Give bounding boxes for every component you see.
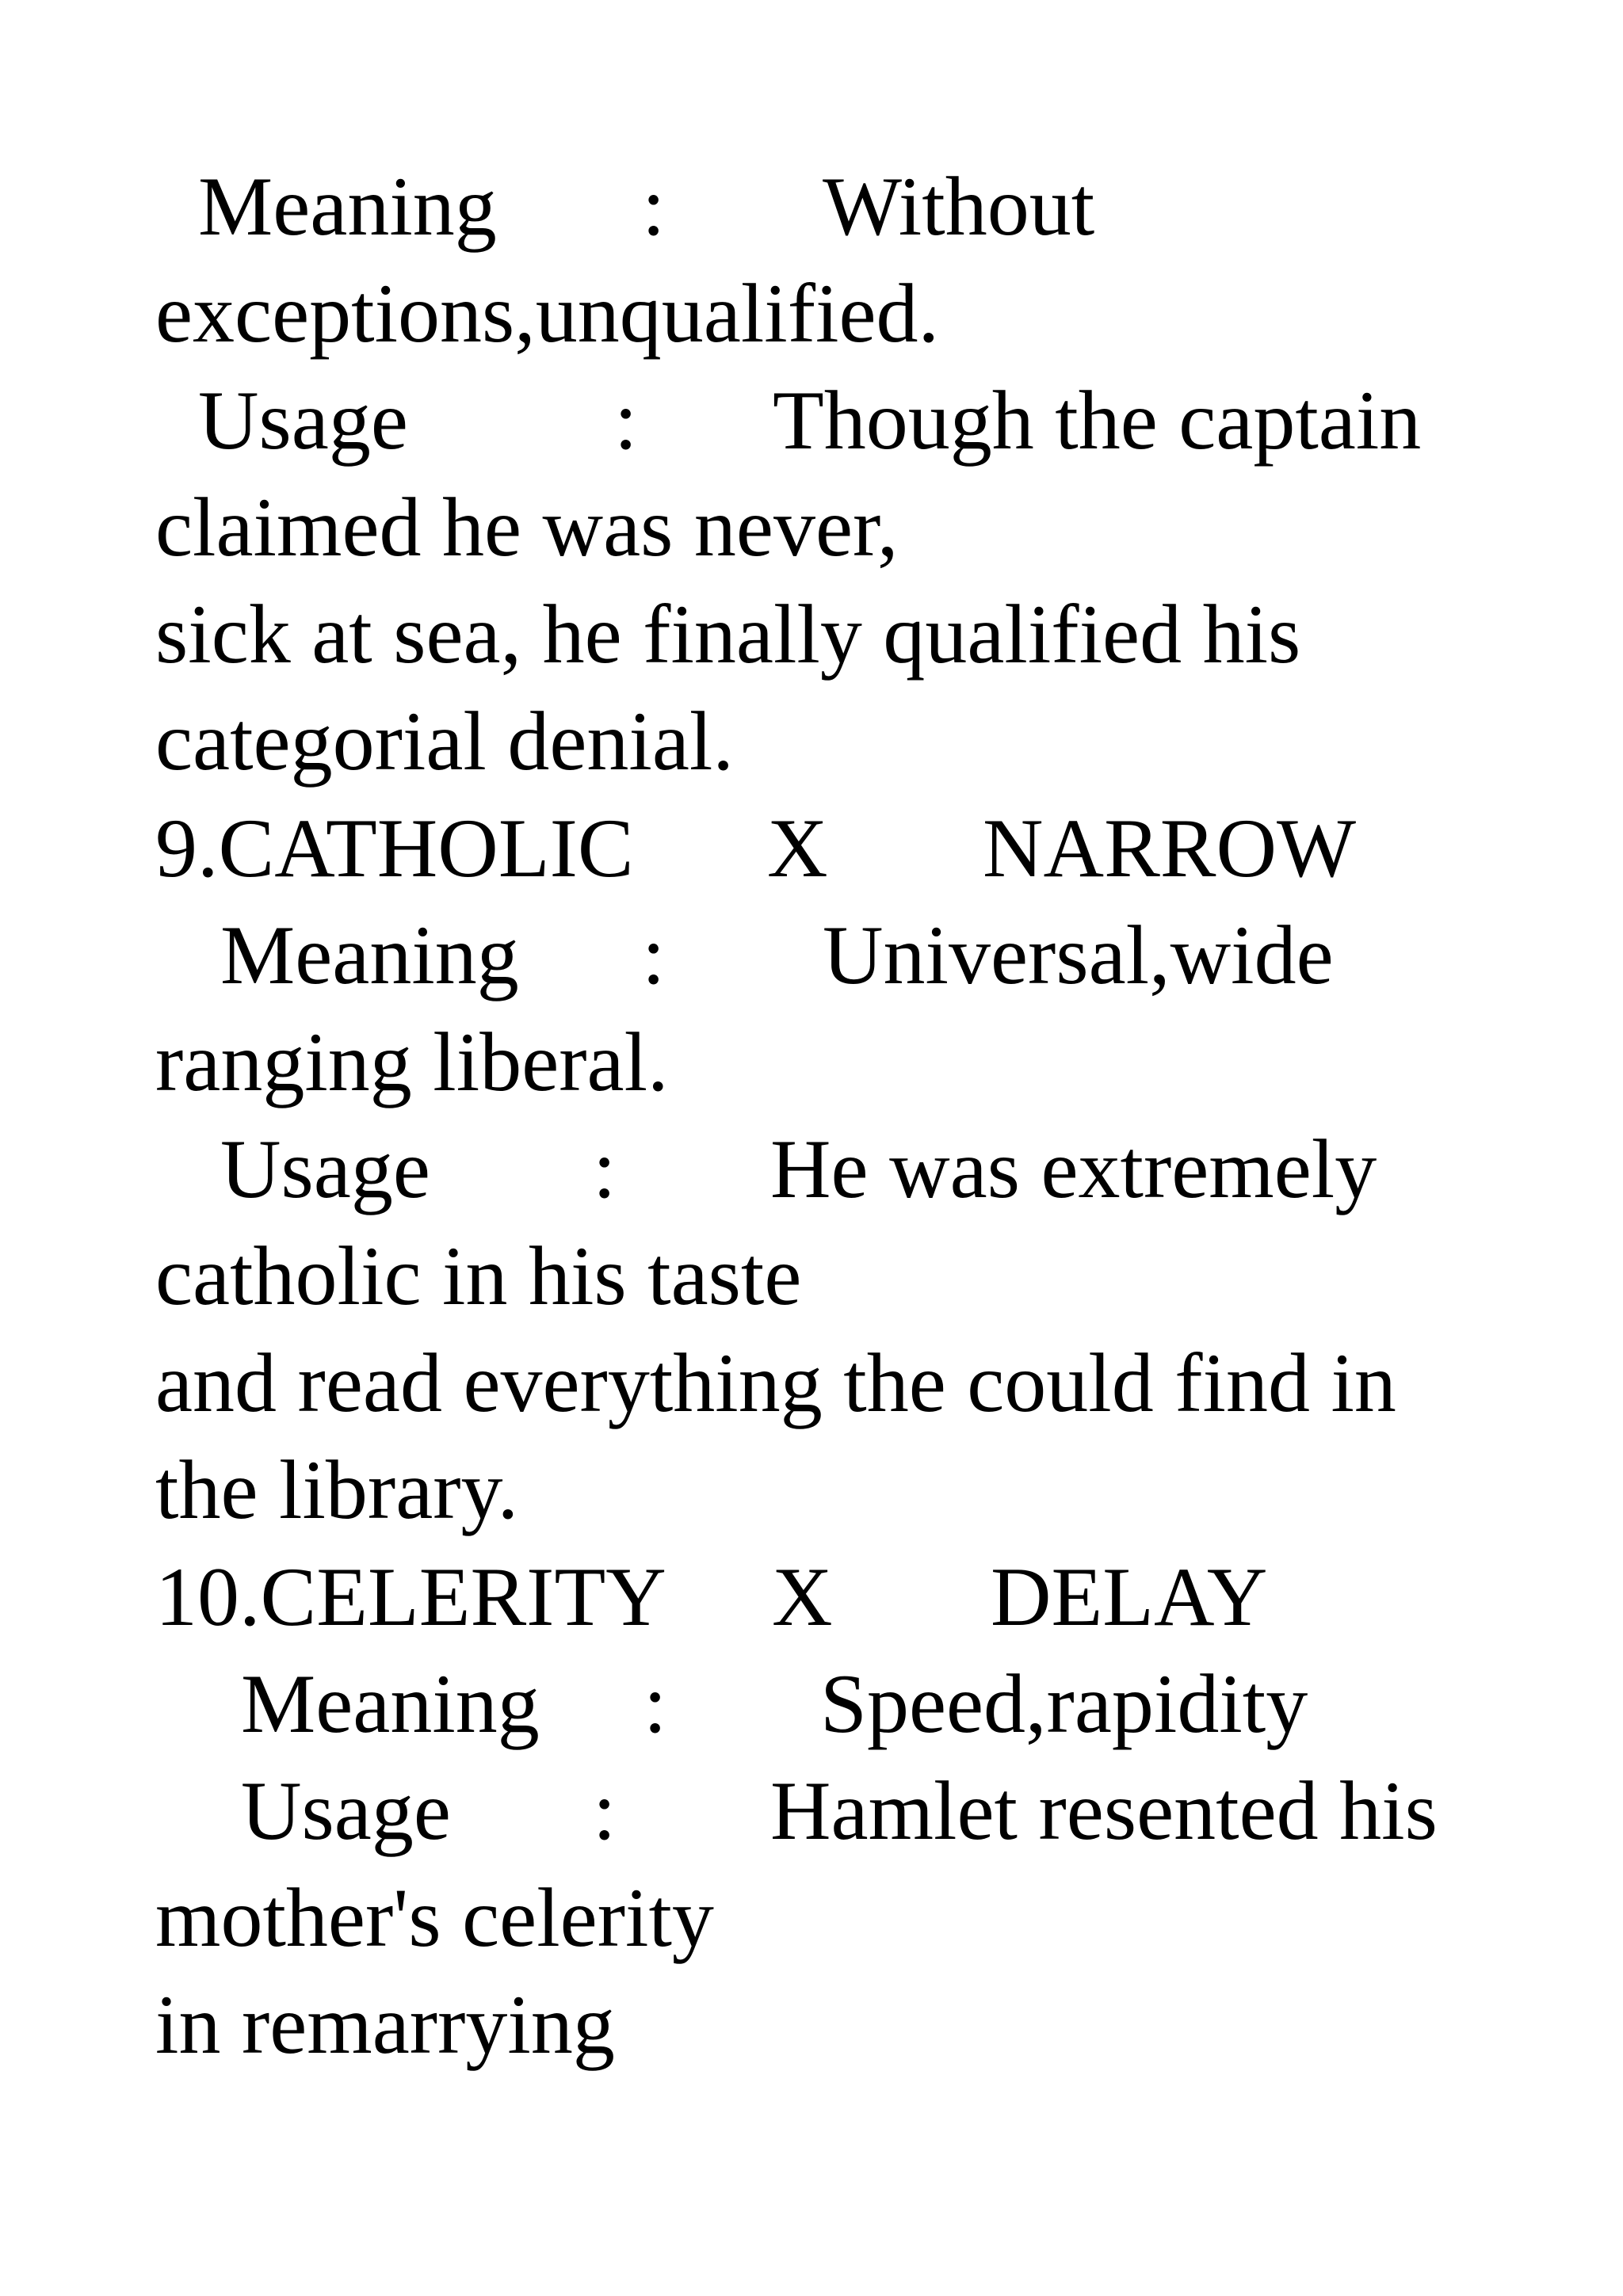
usage-text: sick at sea, he finally qualified his xyxy=(155,588,1301,681)
colon: : xyxy=(593,1764,617,1857)
usage-text: mother's celerity xyxy=(155,1871,714,1964)
usage-text: He was extremely xyxy=(770,1123,1377,1215)
entry-word: 9.CATHOLIC xyxy=(155,802,634,894)
antonym-word: NARROW xyxy=(983,802,1357,894)
usage-text: the library. xyxy=(155,1444,519,1536)
antonym-separator: X xyxy=(772,1550,833,1643)
usage-label: Usage xyxy=(241,1764,451,1857)
usage-text: catholic in his taste xyxy=(155,1230,802,1322)
usage-text: Though the captain xyxy=(773,374,1422,467)
usage-label: Usage xyxy=(198,374,408,467)
meaning-text: Universal,wide xyxy=(823,909,1334,1001)
meaning-text: Without xyxy=(823,160,1095,253)
colon: : xyxy=(642,160,666,253)
usage-text: and read everything the could find in xyxy=(155,1337,1396,1429)
colon: : xyxy=(593,1123,617,1215)
meaning-text: ranging liberal. xyxy=(155,1016,669,1108)
usage-text: in remarrying xyxy=(155,1978,615,2071)
usage-text: claimed he was never, xyxy=(155,481,899,574)
antonym-separator: X xyxy=(767,802,828,894)
meaning-label: Meaning xyxy=(220,909,519,1001)
meaning-label: Meaning xyxy=(198,160,497,253)
colon: : xyxy=(614,374,638,467)
antonym-word: DELAY xyxy=(991,1550,1268,1643)
colon: : xyxy=(643,1657,667,1750)
usage-text: Hamlet resented his xyxy=(770,1764,1438,1857)
usage-text: categorial denial. xyxy=(155,695,734,788)
meaning-text: Speed,rapidity xyxy=(820,1657,1308,1750)
meaning-label: Meaning xyxy=(241,1657,540,1750)
usage-label: Usage xyxy=(220,1123,430,1215)
entry-word: 10.CELERITY xyxy=(155,1550,666,1643)
colon: : xyxy=(642,909,666,1001)
meaning-text: exceptions,unqualified. xyxy=(155,267,940,360)
